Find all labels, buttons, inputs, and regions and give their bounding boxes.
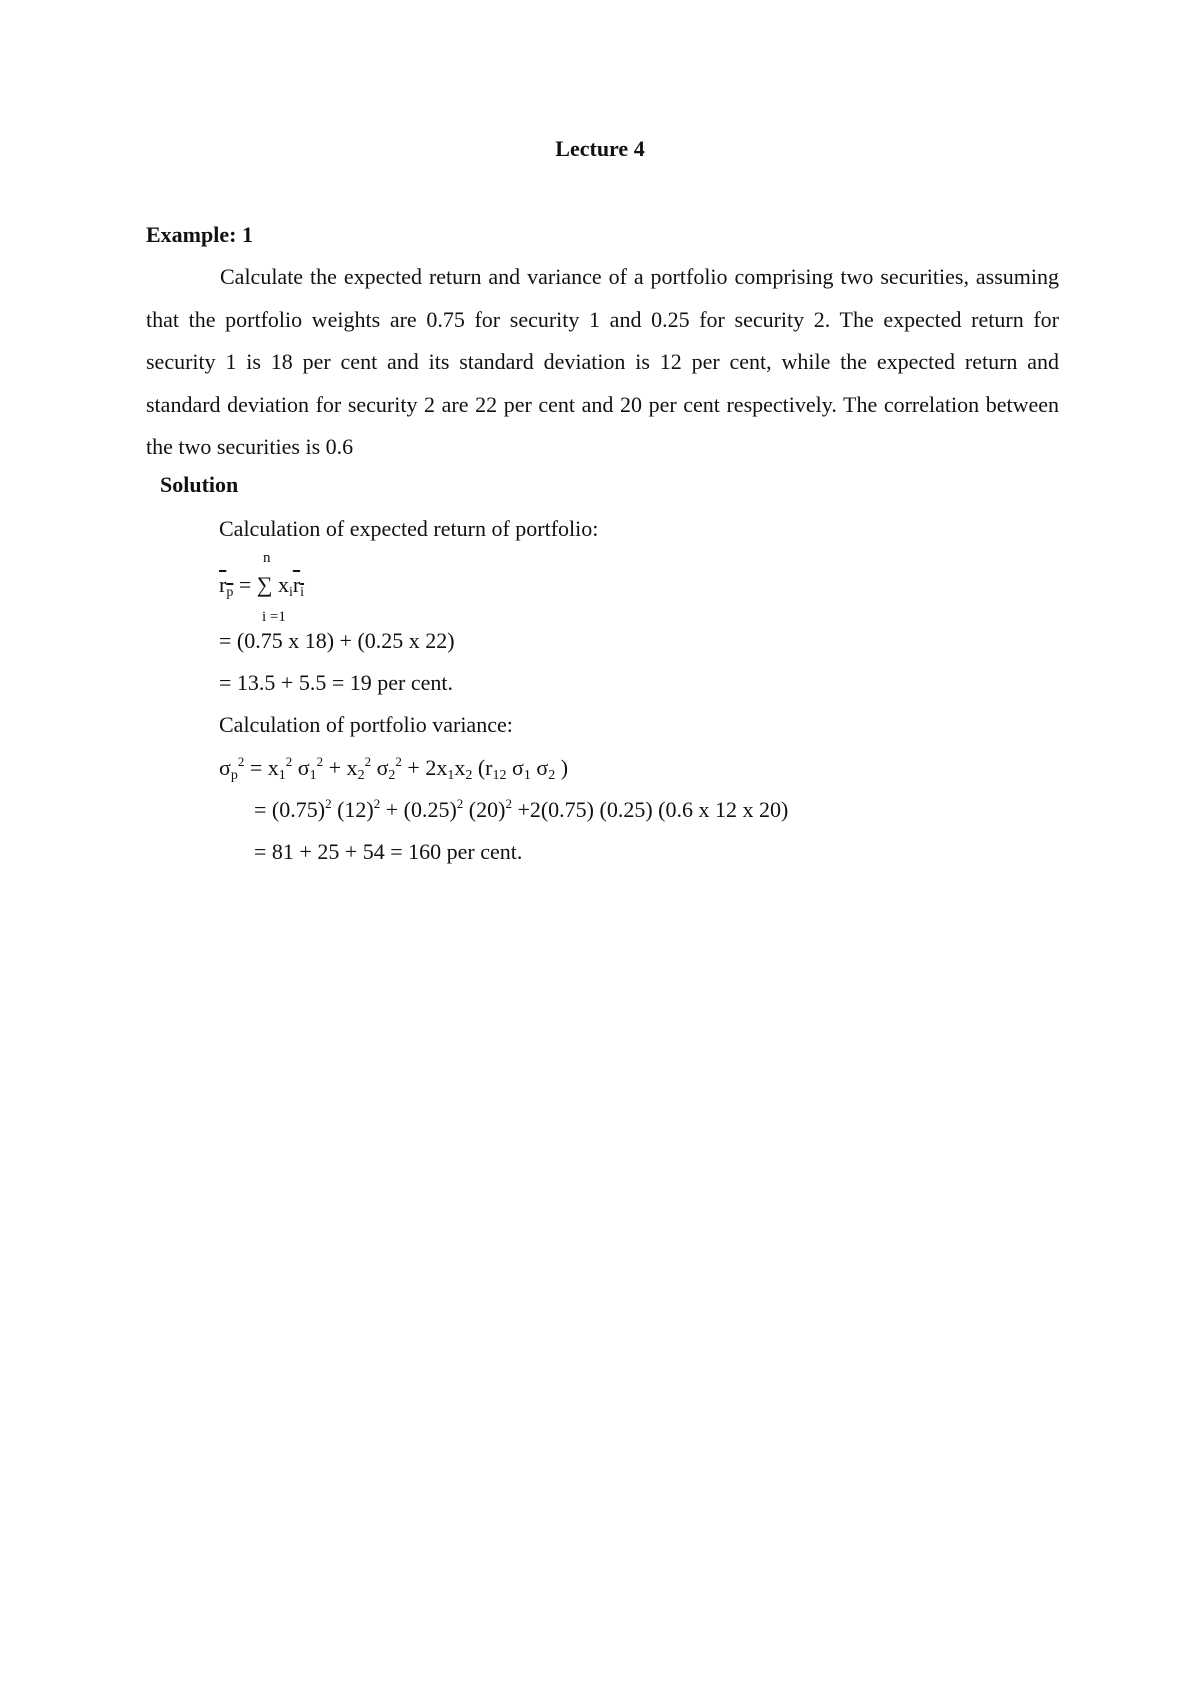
variance-step-1: = $(0.75)^2$ $(12)^2 + (0.25)^2$ $(20)^2 +2(0.75)$ (0.25) (0.6 x 12 x 20)	[254, 796, 789, 822]
expected-return-formula: $r_p$ = ∑ $x_ir_i$	[219, 572, 305, 600]
r-i-bar-symbol: $r_i$	[292, 572, 305, 600]
summation-symbol: ∑	[256, 572, 273, 597]
solution-heading: Solution	[160, 472, 239, 497]
variance-formula: $\sigma_p^2 = x_1^2$ $\sigma_1^2 + x_2^2$ $\sigma_2^2 + 2x_1x_2$ ($r_{12}$ $\sigma_1$ $\sigma_2$ )	[219, 754, 569, 783]
sum-upper-limit: n	[263, 550, 271, 566]
expected-return-heading: Calculation of expected return of portfolio:	[219, 516, 599, 541]
problem-paragraph: Calculate the expected return and variance of a portfolio comprising two securities, assuming that the portfolio weights are 0.75 for security 1 and 0.25 for security 2. The expected return for security 1 is 18 per cent and its standard deviation is 12 per cent, while the expected return and standard deviation for security 2 are 22 per cent and 20 per cent respectively. The correlation between the two securities is 0.6	[146, 264, 1059, 459]
problem-statement	[146, 256, 1059, 469]
example-heading: Example: 1	[146, 222, 253, 247]
variance-step-2: = 81 + 25 + 54 = 160 per cent.	[254, 839, 523, 864]
variance-heading: Calculation of portfolio variance:	[219, 712, 513, 737]
expected-return-step-1: = (0.75 x 18) + (0.25 x 22)	[219, 628, 455, 653]
expected-return-step-2: = 13.5 + 5.5 = 19 per cent.	[219, 670, 453, 695]
page-title: Lecture 4	[555, 136, 645, 161]
r-bar-symbol: $r_p$	[219, 572, 234, 600]
sum-lower-limit: i =1	[262, 609, 286, 625]
